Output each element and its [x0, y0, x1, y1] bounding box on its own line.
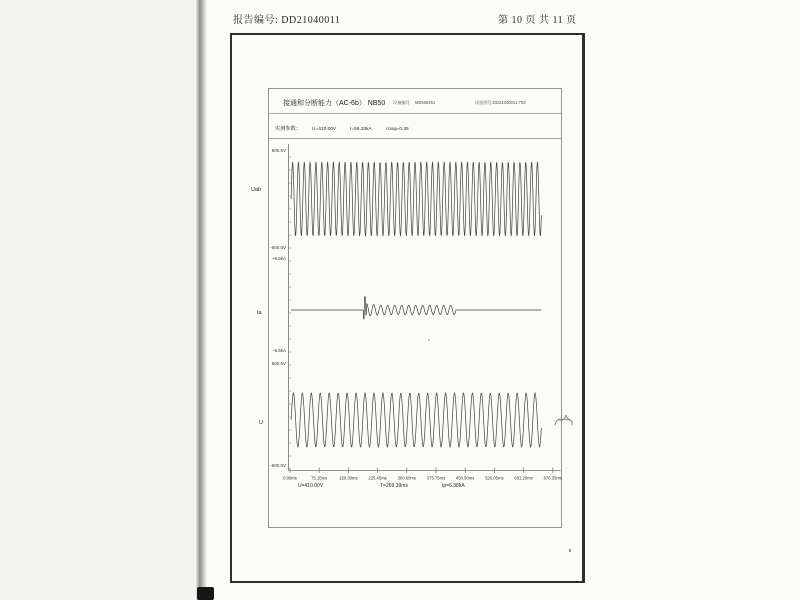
trace3-label: U	[259, 420, 263, 426]
trace1-label: Uab	[251, 187, 262, 193]
param-current: I=59.33kA	[350, 127, 372, 132]
params-label: 实测参数：	[275, 126, 301, 132]
x-tick-label: 150.30ms	[339, 475, 358, 481]
chart-title: 接通和分断能力（AC-6b） NB50	[283, 100, 386, 107]
trace1-scale-bottom: -600.0V	[270, 245, 286, 250]
annotation-voltage: U=410.00V	[298, 483, 324, 489]
trace3-scale-top: 600.0V	[271, 361, 286, 366]
x-tick-label: 601.20ms	[514, 475, 533, 481]
waveform-traces	[291, 162, 541, 447]
x-tick-label: 450.90ms	[456, 475, 475, 481]
trace-u	[291, 393, 541, 447]
scan-corner-blot	[197, 587, 214, 600]
scan-fold-shadow	[196, 0, 207, 600]
param-voltage: U=410.00V	[312, 127, 337, 132]
sample-no-label: 设备编号	[393, 100, 410, 105]
trace-ia	[291, 297, 541, 319]
chart-box	[269, 89, 562, 528]
trace-uab	[291, 162, 541, 236]
record-no: 试验图号:DD21040011-704	[475, 100, 526, 105]
scan-speck	[428, 339, 430, 341]
trace3-scale-bottom: -600.0V	[270, 463, 286, 468]
x-tick-label: 526.05ms	[485, 475, 504, 481]
x-tick-label: 676.35ms	[543, 475, 562, 481]
x-tick-label: 225.45ms	[368, 475, 387, 481]
trace2-label: Ia	[257, 310, 262, 316]
annotation-time: T=269.39ms	[380, 483, 408, 489]
page-indicator: 第 10 页 共 11 页	[498, 15, 577, 26]
param-cos-phi: cosφ=0.35	[386, 127, 409, 132]
report-number: 报告编号: DD21040011	[233, 15, 341, 26]
trace2-scale-bottom: -6.5kA	[272, 348, 286, 353]
x-tick-label: 75.15ms	[311, 475, 328, 481]
annotation-peak-current: Ip=6.38kA	[442, 483, 465, 489]
sample-no-value: ME566461	[415, 100, 436, 105]
scan-left-margin	[0, 0, 196, 600]
pencil-squiggle	[555, 415, 572, 425]
handwritten-mark	[550, 406, 580, 436]
oscillogram-chart	[230, 88, 562, 528]
x-tick-label: 300.60ms	[397, 475, 416, 481]
trace1-scale-top: 600.0V	[271, 148, 286, 153]
x-tick-label: 375.75ms	[426, 475, 446, 481]
scan-dot	[569, 549, 571, 552]
trace2-scale-top: +6.5kA	[271, 256, 286, 261]
x-tick-label: 0.00ms	[283, 475, 297, 481]
